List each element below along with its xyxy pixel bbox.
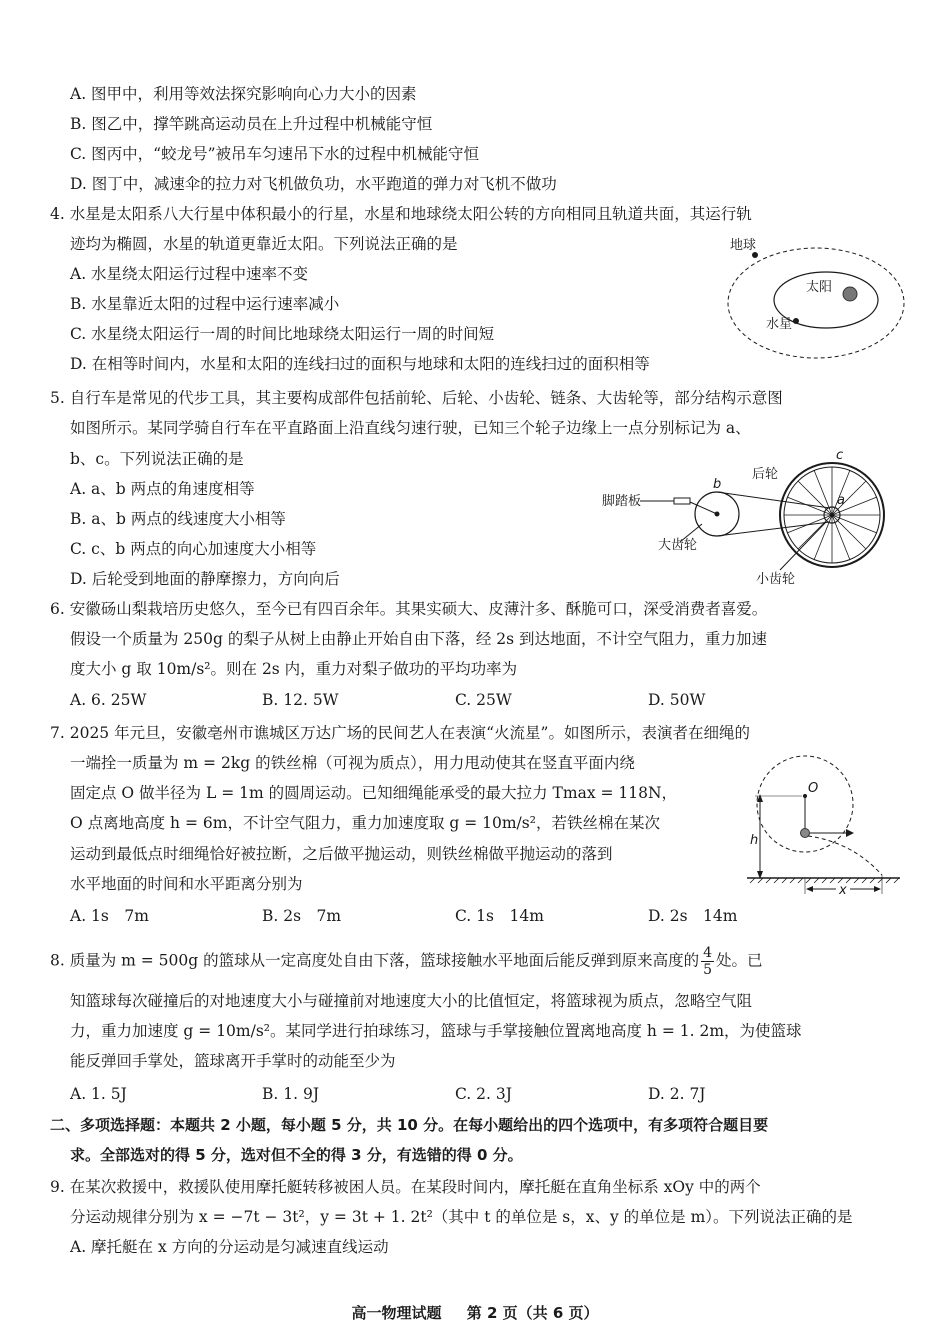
q3-option-c: C. 图丙中，“蛟龙号”被吊车匀速吊下水的过程中机械能守恒 [70, 145, 480, 163]
q7-option-a: A. 1s 7m [70, 907, 149, 925]
q5-option-b: B. a、b 两点的线速度大小相等 [70, 510, 286, 528]
q8-option-c: C. 2. 3J [455, 1085, 512, 1103]
q8-stem-cont: 知篮球每次碰撞后的对地速度大小与碰撞前对地速度大小的比值恒定，将篮球视为质点，忽略空气阻 [70, 992, 753, 1010]
q6-option-b: B. 12. 5W [262, 691, 339, 709]
h-label: h [750, 833, 759, 848]
mercury-dot [793, 318, 799, 324]
q7-option-b: B. 2s 7m [262, 907, 342, 925]
q6-option-d: D. 50W [648, 691, 706, 709]
q6-stem-cont2: 度大小 g 取 10m/s²。则在 2s 内，重力对梨子做功的平均功率为 [70, 660, 518, 678]
fire-meteor-figure [742, 752, 902, 902]
q8-stem-part1: 8. 质量为 m = 500g 的篮球从一定高度处自由下落，篮球接触水平地面后能反弹到原来高度的 [50, 951, 700, 970]
q6-option-c: C. 25W [455, 691, 512, 709]
section2-heading: 二、多项选择题：本题共 2 小题，每小题 5 分，共 10 分。在每小题给出的四个选项中，有多项符合题目要 [50, 1116, 769, 1134]
orbit-figure [720, 232, 910, 362]
fraction-denominator: 5 [703, 962, 713, 978]
q3-option-a: A. 图甲中，利用等效法探究影响向心力大小的因素 [70, 85, 417, 103]
footer-subject: 高一物理试题 [351, 1304, 442, 1322]
projectile-path [808, 836, 882, 875]
point-a-label: a [837, 493, 845, 508]
q7-stem-cont2: 固定点 O 做半径为 L = 1m 的圆周运动。已知细绳能承受的最大拉力 Tmax = 118N， [70, 784, 678, 802]
section2-heading-cont: 求。全部选对的得 5 分，选对但不全的得 3 分，有选错的得 0 分。 [70, 1146, 523, 1164]
fraction-four-fifths [701, 945, 714, 978]
sun [843, 287, 857, 301]
q8-stem-cont3: 能反弹回手掌处，篮球离开手掌时的动能至少为 [70, 1052, 396, 1070]
q6-stem: 6. 安徽砀山梨栽培历史悠久，至今已有四百余年。其果实硕大、皮薄汁多、酥脆可口，深受消费者喜爱。 [50, 600, 768, 618]
pedal-label: 脚踏板 [602, 494, 642, 509]
point-o-label: O [808, 781, 819, 796]
x-label: x [839, 883, 847, 898]
q4-option-c: C. 水星绕太阳运行一周的时间比地球绕太阳运行一周的时间短 [70, 325, 495, 343]
q4-option-d: D. 在相等时间内，水星和太阳的连线扫过的面积与地球和太阳的连线扫过的面积相等 [70, 355, 650, 373]
footer-page-number: 第 2 页（共 6 页） [466, 1304, 599, 1322]
q3-option-b: B. 图乙中，撑竿跳高运动员在上升过程中机械能守恒 [70, 115, 433, 133]
big-gear-label: 大齿轮 [658, 538, 698, 553]
q8-stem-part2: 处。已 [716, 951, 763, 970]
q4-option-b: B. 水星靠近太阳的过程中运行速率减小 [70, 295, 340, 313]
q6-option-a: A. 6. 25W [70, 691, 147, 709]
bicycle-figure [600, 448, 900, 593]
q8-option-d: D. 2. 7J [648, 1085, 706, 1103]
q9-option-a: A. 摩托艇在 x 方向的分运动是匀减速直线运动 [70, 1238, 389, 1256]
point-b-label: b [713, 477, 722, 492]
q7-stem: 7. 2025 年元旦，安徽亳州市谯城区万达广场的民间艺人在表演“火流星”。如图所示，表演者在细绳的 [50, 724, 750, 742]
q5-option-a: A. a、b 两点的角速度相等 [70, 480, 255, 498]
q5-stem-cont2: b、c。下列说法正确的是 [70, 450, 244, 468]
fraction-numerator: 4 [703, 945, 713, 961]
q7-option-c: C. 1s 14m [455, 907, 544, 925]
q7-stem-cont3: O 点离地高度 h = 6m，不计空气阻力，重力加速度取 g = 10m/s²，若铁丝棉在某次 [70, 814, 660, 832]
q4-stem: 4. 水星是太阳系八大行星中体积最小的行星，水星和地球绕太阳公转的方向相同且轨道共面，其运行轨 [50, 205, 752, 223]
mercury-label: 水星 [766, 317, 793, 332]
q8-stem [50, 945, 763, 978]
page-footer [0, 1302, 950, 1323]
earth-label: 地球 [730, 238, 757, 253]
q7-stem-cont4: 运动到最低点时细绳恰好被拉断，之后做平抛运动，则铁丝棉做平抛运动的落到 [70, 845, 613, 863]
point-c-label: c [836, 448, 844, 463]
pedal [674, 498, 690, 504]
small-gear-label: 小齿轮 [756, 572, 796, 587]
q5-option-c: C. c、b 两点的向心加速度大小相等 [70, 540, 317, 558]
q8-option-b: B. 1. 9J [262, 1085, 320, 1103]
q4-option-a: A. 水星绕太阳运行过程中速率不变 [70, 265, 309, 283]
q5-stem: 5. 自行车是常见的代步工具，其主要构成部件包括前轮、后轮、小齿轮、链条、大齿轮等，部分结构示意图 [50, 389, 783, 407]
sun-label: 太阳 [806, 280, 833, 295]
rear-wheel-label: 后轮 [752, 467, 779, 482]
q5-stem-cont: 如图所示。某同学骑自行车在平直路面上沿直线匀速行驶，已知三个轮子边缘上一点分别标记为 a、 [70, 419, 751, 437]
q7-option-d: D. 2s 14m [648, 907, 738, 925]
q7-stem-cont5: 水平地面的时间和水平距离分别为 [70, 875, 303, 893]
q8-stem-cont2: 力，重力加速度 g = 10m/s²。某同学进行拍球练习，篮球与手掌接触位置离地高度 h = 1. 2m，为使篮球 [70, 1022, 802, 1040]
q8-option-a: A. 1. 5J [70, 1085, 127, 1103]
q5-option-d: D. 后轮受到地面的静摩擦力，方向向后 [70, 570, 340, 588]
q9-stem: 9. 在某次救援中，救援队使用摩托艇转移被困人员。在某段时间内，摩托艇在直角坐标系 xOy 中的两个 [50, 1178, 761, 1196]
q7-stem-cont: 一端拴一质量为 m = 2kg 的铁丝棉（可视为质点），用力甩动使其在竖直平面内绕 [70, 754, 635, 772]
q6-stem-cont: 假设一个质量为 250g 的梨子从树上由静止开始自由下落，经 2s 到达地面，不计空气阻力，重力加速 [70, 630, 768, 648]
q3-option-d: D. 图丁中，减速伞的拉力对飞机做负功，水平跑道的弹力对飞机不做功 [70, 175, 557, 193]
q9-stem-cont: 分运动规律分别为 x = −7t − 3t²，y = 3t + 1. 2t²（其中 t 的单位是 s，x、y 的单位是 m）。下列说法正确的是 [70, 1208, 853, 1226]
q4-stem-cont: 迹均为椭圆，水星的轨道更靠近太阳。下列说法正确的是 [70, 235, 458, 253]
